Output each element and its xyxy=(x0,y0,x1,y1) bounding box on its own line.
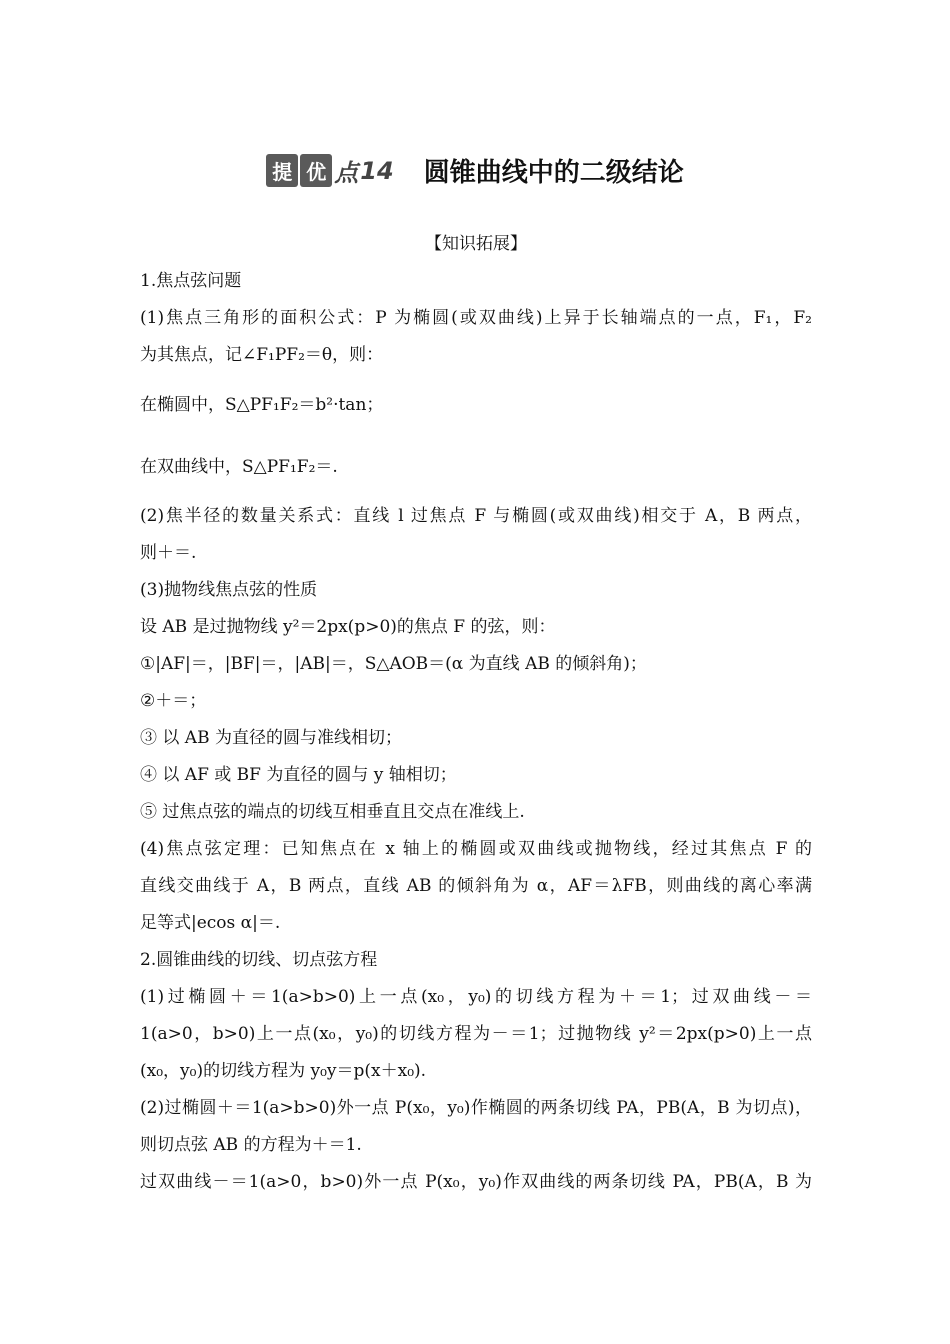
paragraph-line: ③ 以 AB 为直径的圆与准线相切； xyxy=(140,728,402,748)
paragraph-line: ①|AF|＝，|BF|＝，|AB|＝，S△AOB＝(α 为直线 AB 的倾斜角)； xyxy=(140,654,647,674)
formula-line: 在双曲线中，S△PF₁F₂＝. xyxy=(140,457,338,477)
paragraph-line: ④ 以 AF 或 BF 为直径的圆与 y 轴相切； xyxy=(140,765,457,785)
badge-ti: 提 xyxy=(266,154,298,187)
badge-number: 14 xyxy=(360,156,394,185)
paragraph-line: (1)过椭圆＋＝1(a>b>0)上一点(x₀，y₀)的切线方程为＋＝1；过双曲线－＝ xyxy=(140,987,812,1007)
paragraph-line: 足等式|ecos α|＝. xyxy=(140,913,281,933)
paragraph-line: ⑤ 过焦点弦的端点的切线互相垂直且交点在准线上. xyxy=(140,802,525,822)
paragraph-line: 直线交曲线于 A，B 两点，直线 AB 的倾斜角为 α，AF＝λFB，则曲线的离心率满 xyxy=(140,876,812,896)
badge-you: 优 xyxy=(300,154,332,187)
formula-line: 在椭圆中，S△PF₁F₂＝b²·tan； xyxy=(140,395,384,415)
paragraph-line: ②＋＝； xyxy=(140,691,207,711)
paragraph-line: (x₀，y₀)的切线方程为 y₀y＝p(x＋x₀). xyxy=(140,1061,427,1081)
paragraph-line: 设 AB 是过抛物线 y²＝2px(p>0)的焦点 F 的弦，则： xyxy=(140,617,556,637)
subheading: 【知识拓展】 xyxy=(425,234,527,254)
page-title: 圆锥曲线中的二级结论 xyxy=(423,158,684,188)
paragraph-line: (1)焦点三角形的面积公式：P 为椭圆(或双曲线)上异于长轴端点的一点，F₁，F₂ xyxy=(140,308,812,328)
section-heading: 1.焦点弦问题 xyxy=(140,271,242,291)
paragraph-line: 过双曲线－＝1(a>0，b>0)外一点 P(x₀，y₀)作双曲线的两条切线 PA，PB(A，B 为 xyxy=(140,1172,812,1192)
paragraph-line: (4)焦点弦定理：已知焦点在 x 轴上的椭圆或双曲线或抛物线，经过其焦点 F 的 xyxy=(140,839,812,859)
paragraph-line: 1(a>0，b>0)上一点(x₀，y₀)的切线方程为－＝1；过抛物线 y²＝2px(p>0)上一点 xyxy=(140,1024,812,1044)
paragraph-line: (3)抛物线焦点弦的性质 xyxy=(140,580,318,600)
paragraph-line: (2)焦半径的数量关系式：直线 l 过焦点 F 与椭圆(或双曲线)相交于 A，B 两点， xyxy=(140,506,812,526)
paragraph-line: 为其焦点，记∠F₁PF₂＝θ，则： xyxy=(140,345,384,365)
paragraph-line: (2)过椭圆＋＝1(a>b>0)外一点 P(x₀，y₀)作椭圆的两条切线 PA，PB(A，B 为切点)， xyxy=(140,1098,812,1118)
document-body xyxy=(140,226,812,1201)
section-heading: 2.圆锥曲线的切线、切点弦方程 xyxy=(140,950,378,970)
badge-dian: 点 xyxy=(334,159,359,187)
section-header xyxy=(0,152,950,189)
paragraph-line: 则切点弦 AB 的方程为＋＝1. xyxy=(140,1135,362,1155)
paragraph-line: 则＋＝. xyxy=(140,543,197,563)
